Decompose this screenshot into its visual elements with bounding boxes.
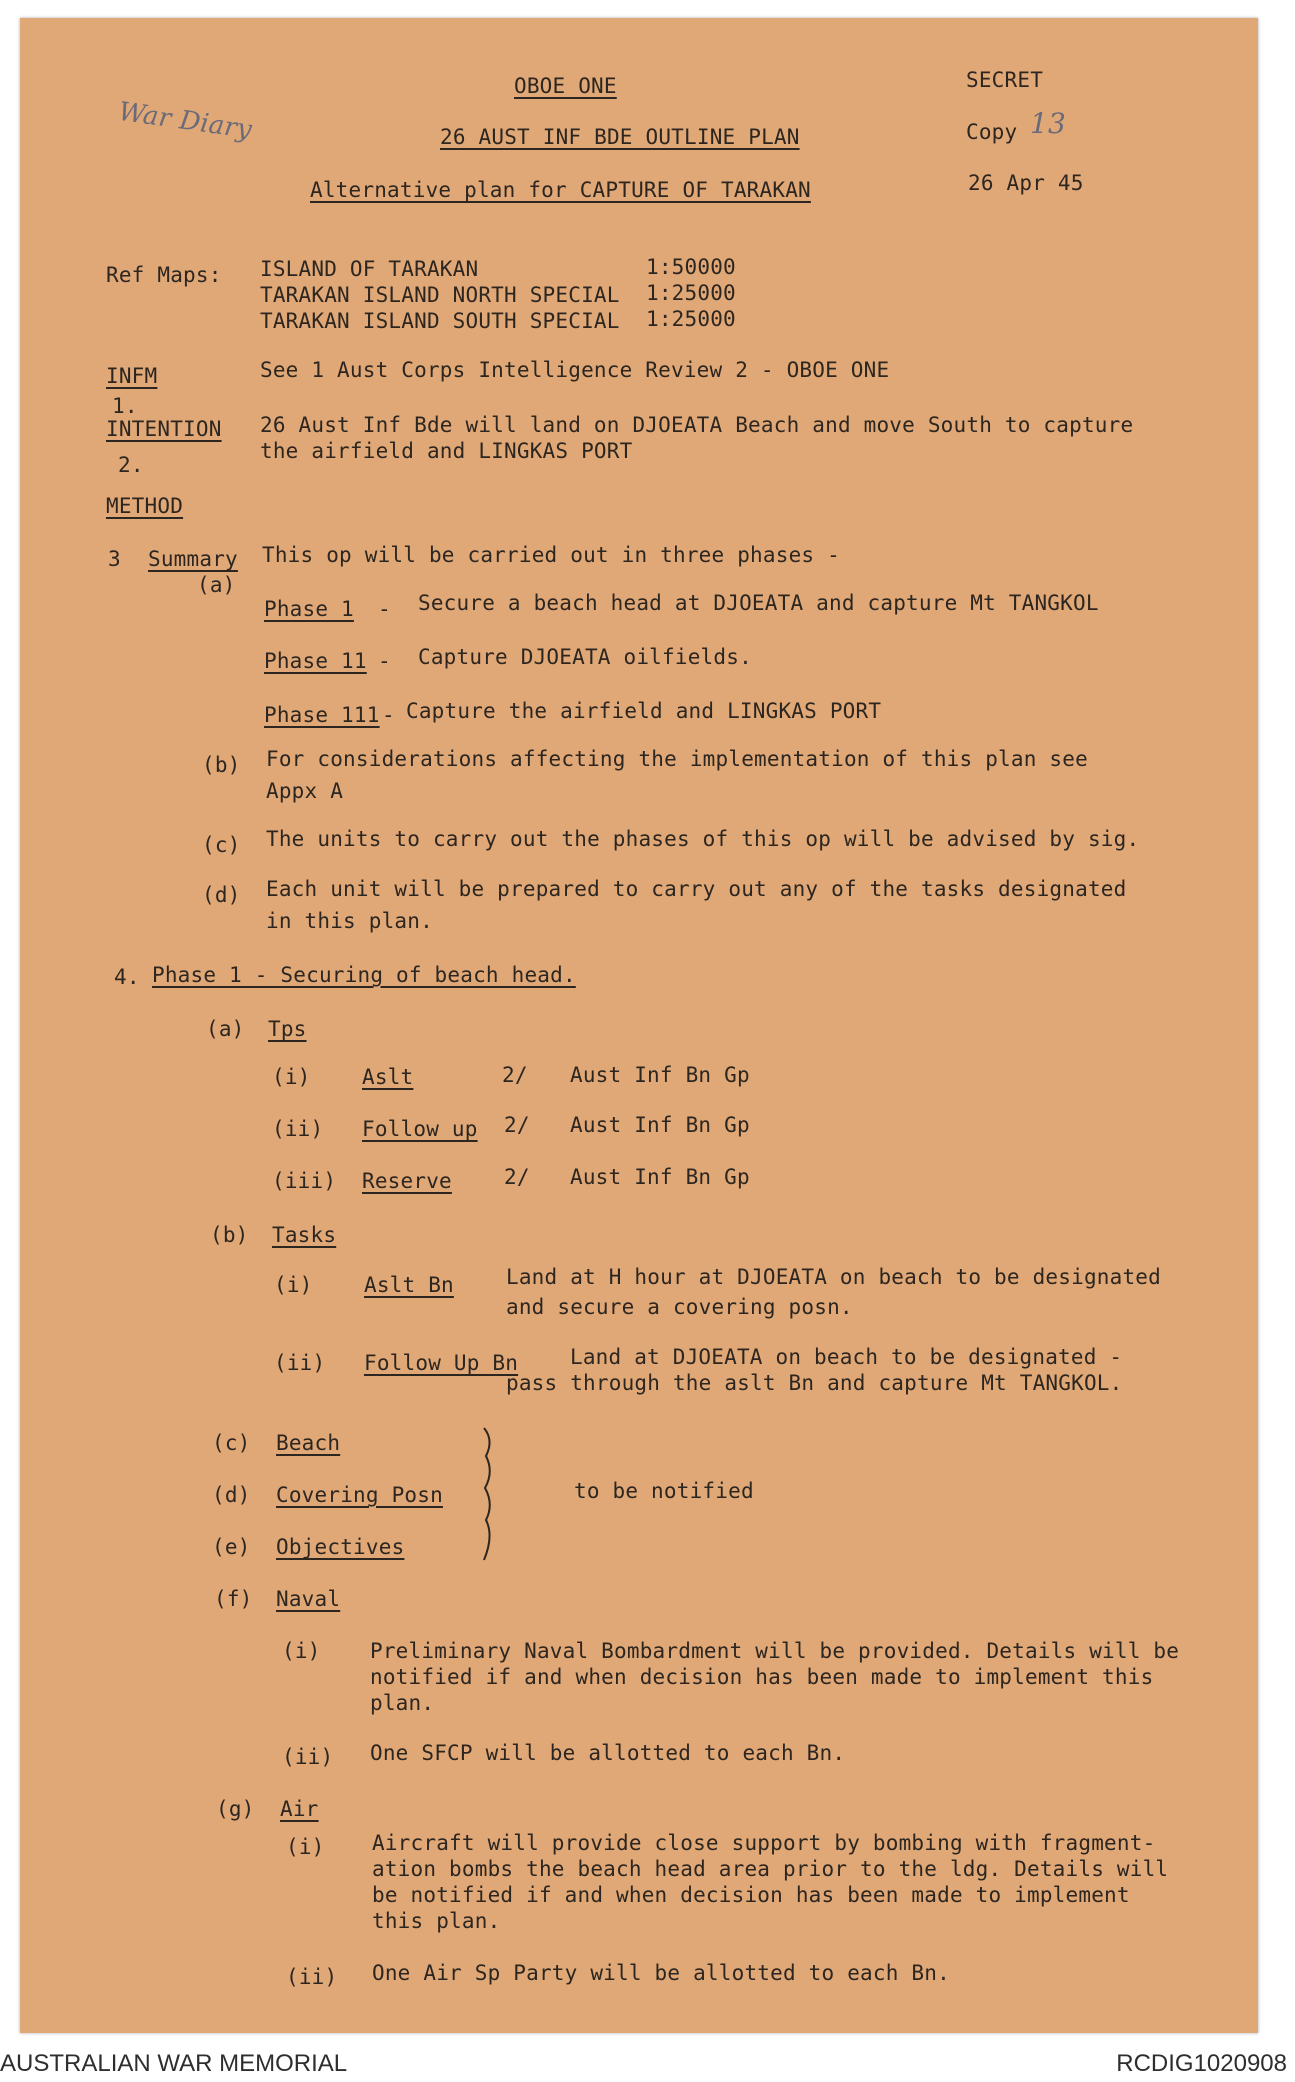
notified-item: Beach [276, 1431, 341, 1455]
infm-number: 1. [112, 394, 138, 418]
phase-text: Capture the airfield and LINGKAS PORT [406, 699, 882, 723]
tps-roman: (iii) [272, 1169, 337, 1193]
doc-heading-plan: 26 AUST INF BDE OUTLINE PLAN [440, 125, 800, 149]
air-ii-line1: One Air Sp Party will be allotted to each Bn. [372, 1961, 950, 1985]
intention-line1: 26 Aust Inf Bde will land on DJOEATA Beach and move South to capture [260, 413, 1134, 437]
tps-role: Aslt [362, 1065, 414, 1089]
copy-label: Copy [966, 120, 1018, 144]
task-line1: Land at H hour at DJOEATA on beach to be designated [506, 1265, 1161, 1289]
refmap-scale: 1:25000 [646, 307, 736, 331]
intention-number: 2. [118, 453, 144, 477]
notified-item: Covering Posn [276, 1483, 443, 1507]
summary-c-line1: The units to carry out the phases of this op will be advised by sig. [266, 827, 1140, 851]
infm-text: See 1 Aust Corps Intelligence Review 2 - OBOE ONE [260, 358, 890, 382]
task-roman: (i) [274, 1273, 313, 1297]
phase-sep: - [378, 597, 391, 621]
intention-line2: the airfield and LINGKAS PORT [260, 439, 633, 463]
notified-item: Objectives [276, 1535, 405, 1559]
tps-desc: Aust Inf Bn Gp [570, 1113, 750, 1137]
doc-date: 26 Apr 45 [968, 171, 1084, 195]
refmap-name: TARAKAN ISLAND NORTH SPECIAL [260, 283, 620, 307]
air-i-line1: Aircraft will provide close support by bombing with fragment- [372, 1831, 1156, 1855]
tps-roman: (ii) [272, 1117, 324, 1141]
refmap-scale: 1:50000 [646, 255, 736, 279]
summary-d-line2: in this plan. [266, 909, 433, 933]
phase-text: Secure a beach head at DJOEATA and capture Mt TANGKOL [418, 591, 1099, 615]
summary-label: Summary [148, 547, 238, 571]
footer-archive-name: AUSTRALIAN WAR MEMORIAL [0, 2050, 348, 2077]
tasks-letter: (b) [210, 1223, 249, 1247]
summary-b-line2: Appx A [266, 779, 344, 803]
notified-letter: (c) [212, 1431, 251, 1455]
tps-letter: (a) [206, 1017, 245, 1041]
intention-label: INTENTION [106, 417, 222, 441]
air-roman: (i) [286, 1835, 325, 1859]
air-i-line2: ation bombs the beach head area prior to the ldg. Details will [372, 1857, 1169, 1881]
refmaps-label: Ref Maps: [106, 263, 222, 287]
doc-heading-alt: Alternative plan for CAPTURE OF TARAKAN [310, 178, 811, 202]
naval-i-line3: plan. [370, 1691, 435, 1715]
refmap-name: ISLAND OF TARAKAN [260, 257, 479, 281]
tps-role: Reserve [362, 1169, 452, 1193]
task-line2: and secure a covering posn. [506, 1295, 853, 1319]
notified-text: to be notified [574, 1479, 754, 1503]
tps-desc: Aust Inf Bn Gp [570, 1063, 750, 1087]
footer-record-id: RCDIG1020908 [1116, 2050, 1287, 2077]
naval-roman: (ii) [282, 1745, 334, 1769]
naval-letter: (f) [214, 1587, 253, 1611]
task-line1: Land at DJOEATA on beach to be designated - [570, 1345, 1123, 1369]
tps-unit: 2/ [502, 1063, 528, 1087]
method-label: METHOD [106, 494, 184, 518]
copy-number: 13 [1030, 107, 1067, 140]
phase-label: Phase 111 [264, 703, 380, 727]
refmap-name: TARAKAN ISLAND SOUTH SPECIAL [260, 309, 620, 333]
air-roman: (ii) [286, 1965, 338, 1989]
summary-letter-c: (c) [202, 833, 241, 857]
summary-letter-b: (b) [202, 753, 241, 777]
tps-label: Tps [268, 1017, 307, 1041]
handwritten-note: War Diary [116, 96, 254, 146]
phase-sep: - [382, 703, 395, 727]
naval-ii-line1: One SFCP will be allotted to each Bn. [370, 1741, 846, 1765]
tps-unit: 2/ [504, 1113, 530, 1137]
phase-label: Phase 1 [264, 597, 354, 621]
summary-letter-d: (d) [202, 883, 241, 907]
tps-role: Follow up [362, 1117, 478, 1141]
naval-label: Naval [276, 1587, 341, 1611]
tasks-label: Tasks [272, 1223, 337, 1247]
naval-i-line2: notified if and when decision has been made to implement this [370, 1665, 1154, 1689]
tps-roman: (i) [272, 1065, 311, 1089]
summary-letter-a: (a) [197, 573, 236, 597]
refmap-scale: 1:25000 [646, 281, 736, 305]
air-i-line3: be notified if and when decision has been made to implement [372, 1883, 1130, 1907]
infm-label: INFM [106, 364, 158, 388]
phase1-title: Phase 1 - Securing of beach head. [152, 963, 576, 987]
tps-desc: Aust Inf Bn Gp [570, 1165, 750, 1189]
naval-i-line1: Preliminary Naval Bombardment will be provided. Details will be [370, 1639, 1180, 1663]
task-role: Follow Up Bn [364, 1351, 519, 1375]
summary-d-line1: Each unit will be prepared to carry out any of the tasks designated [266, 877, 1127, 901]
phase-label: Phase 11 [264, 649, 367, 673]
bracket-mark [480, 1426, 502, 1562]
phase1-number: 4. [114, 965, 140, 989]
notified-letter: (d) [212, 1483, 251, 1507]
air-label: Air [280, 1797, 319, 1821]
naval-roman: (i) [282, 1639, 321, 1663]
air-letter: (g) [216, 1797, 255, 1821]
task-roman: (ii) [274, 1351, 326, 1375]
phase-text: Capture DJOEATA oilfields. [418, 645, 752, 669]
notified-letter: (e) [212, 1535, 251, 1559]
air-i-line4: this plan. [372, 1909, 501, 1933]
summary-b-line1: For considerations affecting the implementation of this plan see [266, 747, 1088, 771]
phase-sep: - [378, 649, 391, 673]
tps-unit: 2/ [504, 1165, 530, 1189]
task-role: Aslt Bn [364, 1273, 454, 1297]
task-line2: pass through the aslt Bn and capture Mt TANGKOL. [506, 1371, 1123, 1395]
classification: SECRET [966, 68, 1044, 92]
summary-intro: This op will be carried out in three phases - [262, 543, 840, 567]
doc-heading-oboe: OBOE ONE [514, 74, 617, 98]
summary-number: 3 [108, 547, 121, 571]
